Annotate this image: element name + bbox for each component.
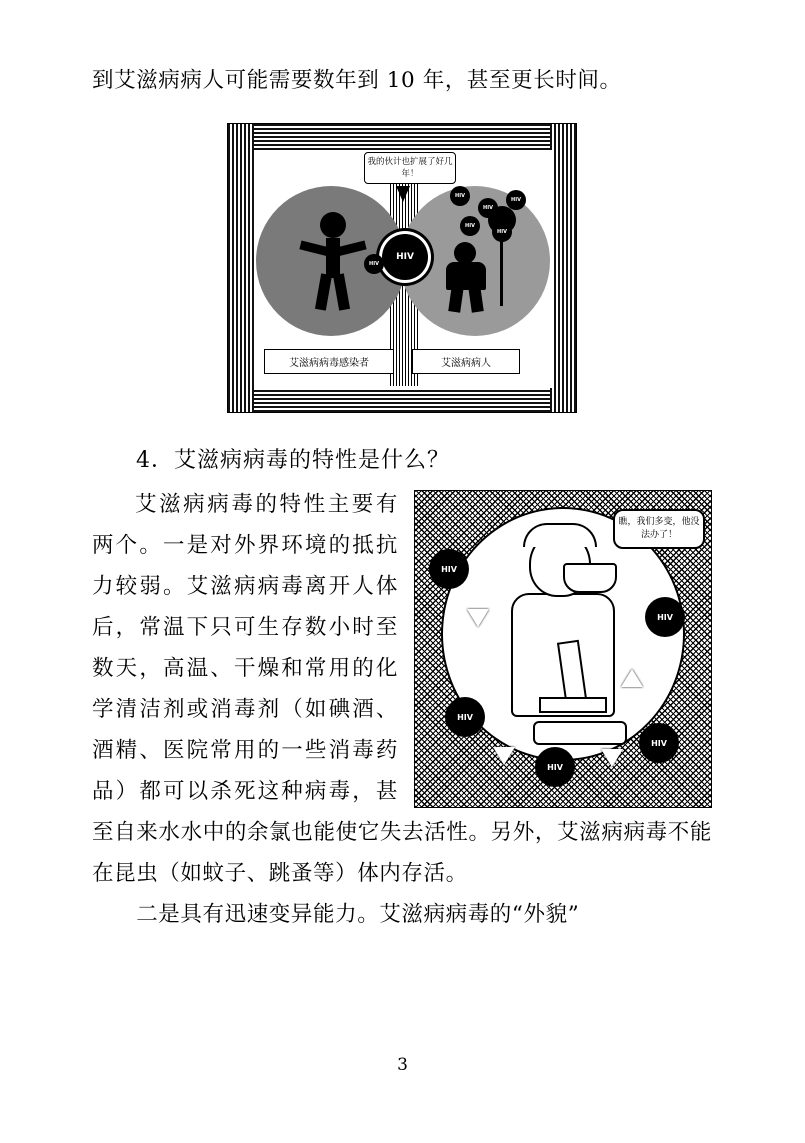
microscope-base [533, 721, 627, 745]
figure-1-wrapper [92, 123, 712, 413]
arrow-icon [601, 749, 623, 767]
patient-head [454, 242, 476, 264]
carrier-right-leg [333, 273, 350, 310]
page-number: 3 [397, 1055, 408, 1075]
hiv-virus-icon: HIV [429, 549, 469, 589]
hiv-virus-icon: HIV [639, 723, 679, 763]
arrow-icon [467, 609, 489, 627]
carrier-right-arm [335, 241, 366, 257]
arrow-icon [493, 747, 515, 765]
wrapped-section [92, 484, 712, 894]
hiv-virus-icon: HIV [492, 222, 512, 242]
surgical-cap-icon [523, 523, 597, 547]
arrow-icon [621, 669, 643, 687]
face-mask-icon [563, 563, 617, 593]
body-paragraph-wrapped: 艾滋病病毒的特性主要有两个。一是对外界环境的抵抗力较弱。艾滋病病毒离开人体后，常温下只可生存数小时至数天，高温、干燥和常用的化学清洁剂或消毒剂（如碘酒、酒精、医院常用的一些消毒药品）都可以杀死这种病毒，甚至自来水水中的余氯也能使它失去活性。另外，艾滋病病毒不能在昆虫（如蚊子、跳蚤等）体内存活。 [92, 492, 712, 886]
hiv-virus-icon: HIV [506, 190, 526, 210]
figure-1-speech-bubble: 我的伙计也扩展了好几年！ [364, 152, 456, 184]
figure-1-border-bottom [228, 386, 577, 412]
top-paragraph: 到艾滋病病人可能需要数年到 10 年，甚至更长时间。 [92, 68, 622, 93]
page-content [92, 60, 712, 935]
figure-1-patient-figure [440, 242, 496, 312]
hiv-virus-icon: HIV [478, 198, 498, 218]
hiv-virus-icon: HIV [645, 597, 685, 637]
hiv-virus-icon: HIV [445, 697, 485, 737]
hiv-virus-icon-large: HIV [382, 234, 428, 280]
figure-1-label-carrier: 艾滋病病毒感染者 [264, 349, 394, 374]
figure-1-scene [254, 150, 552, 388]
hiv-virus-icon: HIV [450, 186, 470, 206]
figure-1-border-right [550, 124, 576, 413]
figure-1-border-top [228, 124, 577, 150]
carrier-head [320, 212, 346, 238]
microscope-stage [539, 697, 607, 713]
microscope-barrel [557, 640, 587, 702]
hiv-virus-icon: HIV [535, 747, 575, 787]
figure-1-label-patient: 艾滋病病人 [412, 349, 520, 374]
hiv-virus-icon: HIV [460, 216, 480, 236]
carrier-left-leg [315, 273, 332, 310]
carrier-body [326, 238, 340, 278]
figure-1-border-left [228, 124, 254, 413]
figure-2-speech-bubble: 瞧，我们多变，他没法办了！ [613, 509, 705, 549]
figure-1-speech-tail [396, 186, 410, 202]
figure-2 [414, 490, 712, 808]
patient-left-leg [448, 285, 464, 312]
microscope-icon [533, 641, 629, 747]
body-paragraph-last: 二是具有迅速变异能力。艾滋病病毒的“外貌” [92, 902, 580, 927]
section-heading: 4．艾滋病病毒的特性是什么？ [136, 448, 450, 473]
hiv-virus-icon: HIV [364, 254, 384, 274]
figure-1-carrier-figure [302, 212, 364, 308]
figure-1 [227, 123, 577, 413]
